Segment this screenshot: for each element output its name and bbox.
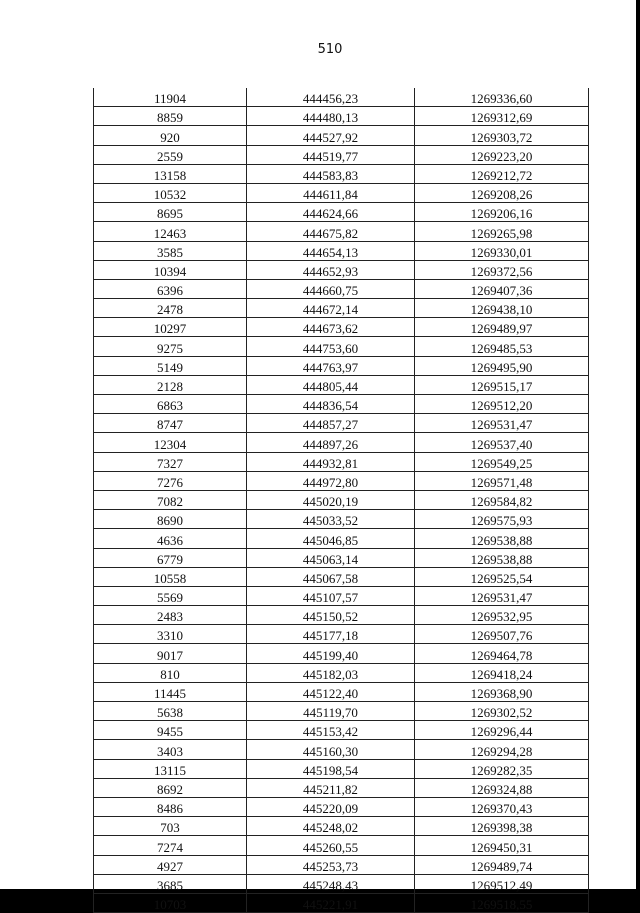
point-id-cell: 3685	[94, 874, 247, 893]
table-row	[94, 395, 589, 414]
table-row	[94, 490, 589, 509]
y-coordinate-cell: 1269515,17	[415, 375, 589, 394]
x-coordinate-cell: 444672,14	[247, 299, 415, 318]
table-row	[94, 510, 589, 529]
table-row	[94, 663, 589, 682]
x-coordinate-cell: 444673,62	[247, 318, 415, 337]
table-row	[94, 817, 589, 836]
x-coordinate-cell: 445153,42	[247, 721, 415, 740]
point-id-cell: 13115	[94, 759, 247, 778]
table-row	[94, 299, 589, 318]
y-coordinate-cell: 1269368,90	[415, 682, 589, 701]
x-coordinate-cell: 444583,83	[247, 164, 415, 183]
point-id-cell: 2559	[94, 145, 247, 164]
y-coordinate-cell: 1269372,56	[415, 260, 589, 279]
y-coordinate-cell: 1269538,88	[415, 548, 589, 567]
point-id-cell: 8695	[94, 203, 247, 222]
x-coordinate-cell: 445177,18	[247, 625, 415, 644]
y-coordinate-cell: 1269549,25	[415, 452, 589, 471]
point-id-cell: 12463	[94, 222, 247, 241]
x-coordinate-cell: 444611,84	[247, 183, 415, 202]
y-coordinate-cell: 1269507,76	[415, 625, 589, 644]
point-id-cell: 10558	[94, 567, 247, 586]
x-coordinate-cell: 445107,57	[247, 586, 415, 605]
x-coordinate-cell: 444624,66	[247, 203, 415, 222]
x-coordinate-cell: 444675,82	[247, 222, 415, 241]
y-coordinate-cell: 1269584,82	[415, 490, 589, 509]
y-coordinate-cell: 1269531,47	[415, 586, 589, 605]
y-coordinate-cell: 1269206,16	[415, 203, 589, 222]
y-coordinate-cell: 1269398,38	[415, 817, 589, 836]
point-id-cell: 8747	[94, 414, 247, 433]
point-id-cell: 6396	[94, 279, 247, 298]
x-coordinate-cell: 444480,13	[247, 107, 415, 126]
y-coordinate-cell: 1269518,55	[415, 893, 589, 912]
x-coordinate-cell: 445198,54	[247, 759, 415, 778]
x-coordinate-cell: 445260,55	[247, 836, 415, 855]
x-coordinate-cell: 444753,60	[247, 337, 415, 356]
x-coordinate-cell: 444897,26	[247, 433, 415, 452]
point-id-cell: 2483	[94, 606, 247, 625]
x-coordinate-cell: 445221,91	[247, 893, 415, 912]
y-coordinate-cell: 1269212,72	[415, 164, 589, 183]
table-row	[94, 606, 589, 625]
y-coordinate-cell: 1269336,60	[415, 88, 589, 107]
y-coordinate-cell: 1269512,49	[415, 874, 589, 893]
table-row	[94, 260, 589, 279]
point-id-cell: 7276	[94, 471, 247, 490]
point-id-cell: 10394	[94, 260, 247, 279]
x-coordinate-cell: 445248,43	[247, 874, 415, 893]
table-row	[94, 433, 589, 452]
x-coordinate-cell: 445211,82	[247, 778, 415, 797]
point-id-cell: 920	[94, 126, 247, 145]
x-coordinate-cell: 444763,97	[247, 356, 415, 375]
point-id-cell: 7082	[94, 490, 247, 509]
point-id-cell: 12304	[94, 433, 247, 452]
y-coordinate-cell: 1269538,88	[415, 529, 589, 548]
point-id-cell: 9455	[94, 721, 247, 740]
x-coordinate-cell: 445150,52	[247, 606, 415, 625]
table-row	[94, 721, 589, 740]
table-row	[94, 797, 589, 816]
table-row	[94, 702, 589, 721]
x-coordinate-cell: 445033,52	[247, 510, 415, 529]
y-coordinate-cell: 1269370,43	[415, 797, 589, 816]
point-id-cell: 3585	[94, 241, 247, 260]
x-coordinate-cell: 445248,02	[247, 817, 415, 836]
table-row	[94, 836, 589, 855]
table-row	[94, 452, 589, 471]
table-row	[94, 759, 589, 778]
x-coordinate-cell: 445199,40	[247, 644, 415, 663]
x-coordinate-cell: 444519,77	[247, 145, 415, 164]
table-row	[94, 279, 589, 298]
y-coordinate-cell: 1269512,20	[415, 395, 589, 414]
table-row	[94, 241, 589, 260]
point-id-cell: 8859	[94, 107, 247, 126]
y-coordinate-cell: 1269296,44	[415, 721, 589, 740]
table-row	[94, 337, 589, 356]
table-row	[94, 567, 589, 586]
table-row	[94, 740, 589, 759]
point-id-cell: 9275	[94, 337, 247, 356]
y-coordinate-cell: 1269303,72	[415, 126, 589, 145]
y-coordinate-cell: 1269495,90	[415, 356, 589, 375]
y-coordinate-cell: 1269324,88	[415, 778, 589, 797]
y-coordinate-cell: 1269489,74	[415, 855, 589, 874]
x-coordinate-cell: 444932,81	[247, 452, 415, 471]
y-coordinate-cell: 1269531,47	[415, 414, 589, 433]
point-id-cell: 4636	[94, 529, 247, 548]
x-coordinate-cell: 444456,23	[247, 88, 415, 107]
y-coordinate-cell: 1269265,98	[415, 222, 589, 241]
y-coordinate-cell: 1269223,20	[415, 145, 589, 164]
x-coordinate-cell: 444857,27	[247, 414, 415, 433]
table-row	[94, 375, 589, 394]
y-coordinate-cell: 1269330,01	[415, 241, 589, 260]
table-row	[94, 164, 589, 183]
table-row	[94, 126, 589, 145]
table-row	[94, 778, 589, 797]
x-coordinate-cell: 444527,92	[247, 126, 415, 145]
x-coordinate-cell: 444805,44	[247, 375, 415, 394]
point-id-cell: 9017	[94, 644, 247, 663]
y-coordinate-cell: 1269418,24	[415, 663, 589, 682]
x-coordinate-cell: 445020,19	[247, 490, 415, 509]
point-id-cell: 5569	[94, 586, 247, 605]
x-coordinate-cell: 444654,13	[247, 241, 415, 260]
x-coordinate-cell: 445253,73	[247, 855, 415, 874]
point-id-cell: 3403	[94, 740, 247, 759]
x-coordinate-cell: 445119,70	[247, 702, 415, 721]
point-id-cell: 6779	[94, 548, 247, 567]
table-row	[94, 183, 589, 202]
point-id-cell: 10297	[94, 318, 247, 337]
point-id-cell: 703	[94, 817, 247, 836]
table-row	[94, 893, 589, 912]
x-coordinate-cell: 445067,58	[247, 567, 415, 586]
table-row	[94, 625, 589, 644]
table-row	[94, 471, 589, 490]
point-id-cell: 7327	[94, 452, 247, 471]
table-row	[94, 203, 589, 222]
y-coordinate-cell: 1269532,95	[415, 606, 589, 625]
table-row	[94, 855, 589, 874]
table-row	[94, 548, 589, 567]
y-coordinate-cell: 1269489,97	[415, 318, 589, 337]
point-id-cell: 6863	[94, 395, 247, 414]
x-coordinate-cell: 445220,09	[247, 797, 415, 816]
y-coordinate-cell: 1269571,48	[415, 471, 589, 490]
point-id-cell: 4927	[94, 855, 247, 874]
x-coordinate-cell: 444660,75	[247, 279, 415, 298]
table-row	[94, 318, 589, 337]
table-row	[94, 356, 589, 375]
point-id-cell: 13158	[94, 164, 247, 183]
y-coordinate-cell: 1269525,54	[415, 567, 589, 586]
table-row	[94, 414, 589, 433]
x-coordinate-cell: 444836,54	[247, 395, 415, 414]
page-number: 510	[317, 42, 343, 57]
y-coordinate-cell: 1269537,40	[415, 433, 589, 452]
y-coordinate-cell: 1269464,78	[415, 644, 589, 663]
table-row	[94, 88, 589, 107]
y-coordinate-cell: 1269208,26	[415, 183, 589, 202]
y-coordinate-cell: 1269407,36	[415, 279, 589, 298]
point-id-cell: 11445	[94, 682, 247, 701]
x-coordinate-cell: 444652,93	[247, 260, 415, 279]
table-row	[94, 107, 589, 126]
y-coordinate-cell: 1269575,93	[415, 510, 589, 529]
point-id-cell: 10532	[94, 183, 247, 202]
point-id-cell: 810	[94, 663, 247, 682]
point-id-cell: 5638	[94, 702, 247, 721]
point-id-cell: 8690	[94, 510, 247, 529]
y-coordinate-cell: 1269282,35	[415, 759, 589, 778]
y-coordinate-cell: 1269485,53	[415, 337, 589, 356]
y-coordinate-cell: 1269312,69	[415, 107, 589, 126]
x-coordinate-cell: 445182,03	[247, 663, 415, 682]
point-id-cell: 10703	[94, 893, 247, 912]
point-id-cell: 3310	[94, 625, 247, 644]
point-id-cell: 2478	[94, 299, 247, 318]
x-coordinate-cell: 444972,80	[247, 471, 415, 490]
table-row	[94, 222, 589, 241]
point-id-cell: 5149	[94, 356, 247, 375]
table-row	[94, 586, 589, 605]
point-id-cell: 2128	[94, 375, 247, 394]
y-coordinate-cell: 1269294,28	[415, 740, 589, 759]
coordinates-table	[93, 88, 589, 913]
table-row	[94, 874, 589, 893]
y-coordinate-cell: 1269302,52	[415, 702, 589, 721]
table-row	[94, 529, 589, 548]
table-row	[94, 682, 589, 701]
table-row	[94, 644, 589, 663]
point-id-cell: 7274	[94, 836, 247, 855]
point-id-cell: 8692	[94, 778, 247, 797]
y-coordinate-cell: 1269438,10	[415, 299, 589, 318]
y-coordinate-cell: 1269450,31	[415, 836, 589, 855]
point-id-cell: 11904	[94, 88, 247, 107]
x-coordinate-cell: 445063,14	[247, 548, 415, 567]
x-coordinate-cell: 445122,40	[247, 682, 415, 701]
point-id-cell: 8486	[94, 797, 247, 816]
table-row	[94, 145, 589, 164]
coordinates-table-body	[94, 88, 589, 913]
x-coordinate-cell: 445160,30	[247, 740, 415, 759]
x-coordinate-cell: 445046,85	[247, 529, 415, 548]
